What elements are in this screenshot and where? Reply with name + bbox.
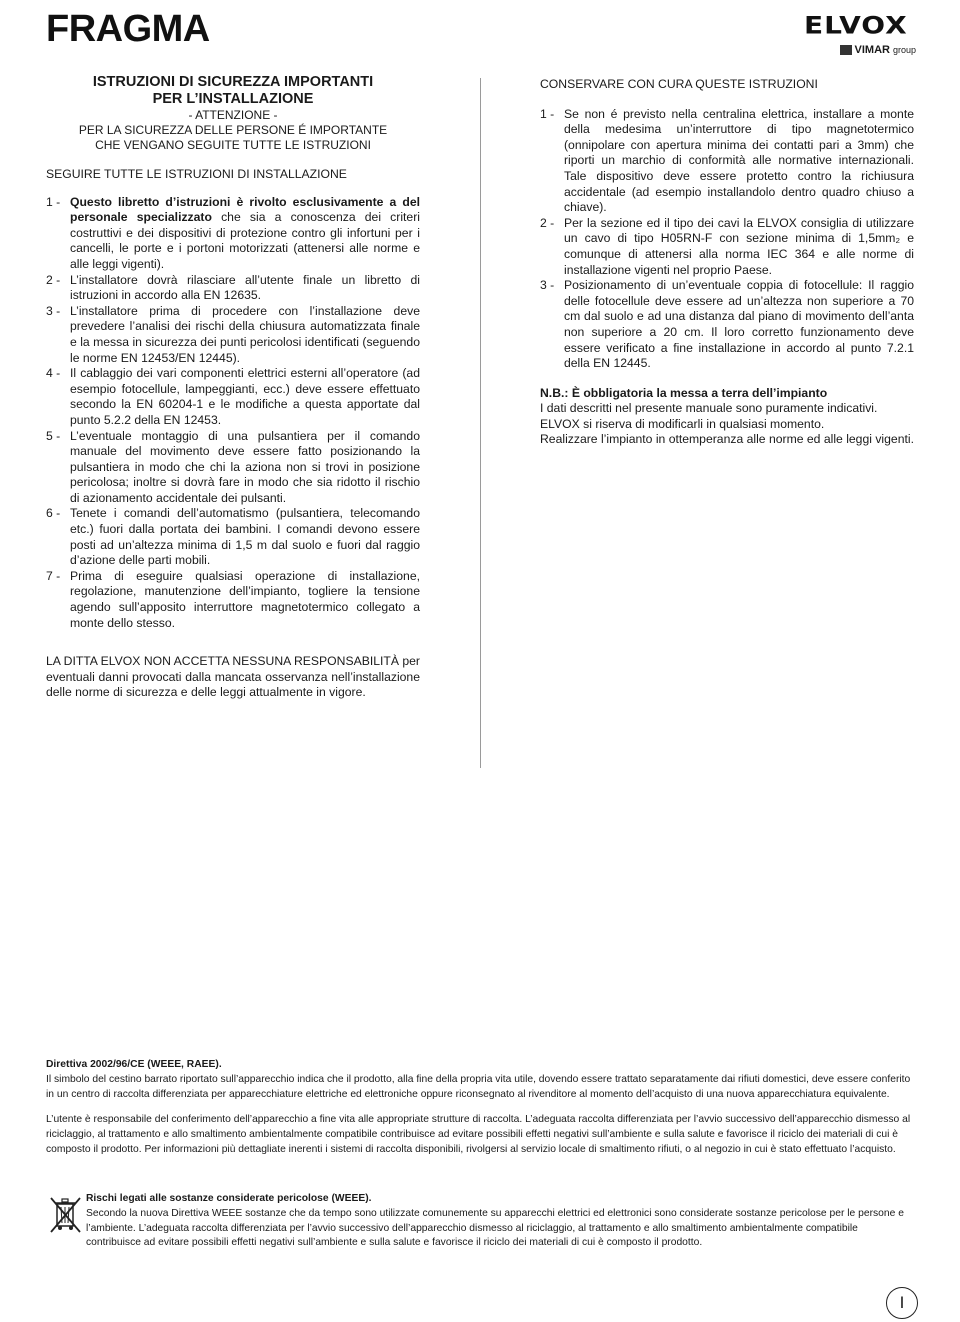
liability-disclaimer: LA DITTA ELVOX NON ACCETTA NESSUNA RESPONSABILITÀ per eventuali danni provocati dalla mancata osservanza nell’installazione delle norme di sicurezza e delle leggi attualmente in vigore. bbox=[46, 654, 420, 700]
elvox-logo bbox=[804, 11, 916, 60]
logo-group-text: group bbox=[892, 45, 916, 55]
nb-title: N.B.: È obbligatoria la messa a terra dell’impianto bbox=[540, 385, 828, 400]
item-text: Il cablaggio dei vari componenti elettrici esterni all’operatore (ad esempio fotocellule, lampeggianti, ecc.) deve essere effettuato secondo la EN 60204-1 e le modifiche a questa apportate dal punto 5.2.2 della EN 12453. bbox=[70, 366, 420, 427]
install-item-3 bbox=[540, 278, 914, 372]
hazardous-substances-note bbox=[46, 1192, 914, 1251]
weee-section bbox=[46, 1058, 914, 1169]
instruction-item-4 bbox=[46, 366, 420, 428]
nota-bene bbox=[540, 386, 914, 448]
weee-paragraph-2: L’utente è responsabile del conferimento dell’apparecchio a fine vita alle appropriate strutture di raccolta. L’adeguata raccolta differenziata per l’avvio successivo dell’apparecchio dismesso al riciclaggio, al trattamento e allo smaltimento ambientalmente compatibile contribuisce ad evitare possibili effetti negativi sull’ambiente e sulla salute e favorisce il riciclo dei materiali di cui è composto il prodotto. Per informazioni più dettagliate inerenti i sistemi di raccolta disponibili, rivolgersi al servizio locale di smaltimento rifiuti, o al negozio in cui è stato effettuato l’acquisto. bbox=[46, 1114, 911, 1155]
right-column bbox=[540, 77, 914, 448]
item-text bbox=[70, 195, 420, 273]
item-text: Posizionamento di un’eventuale coppia di fotocellule: Il raggio delle fotocellule deve essere ad un’altezza non superiore a 70 cm dal suolo e ad una distanza dal piano di movimento dell’anta non superiore a 20 cm. Il loro corretto funzionamento deve essere verificato a fine installazione in accordo al punto 7.2.1 della EN 12445. bbox=[564, 278, 914, 371]
item-number: 2 - bbox=[46, 272, 61, 287]
column-divider bbox=[480, 78, 481, 768]
item-number: 3 - bbox=[540, 278, 555, 293]
item-text: L’installatore dovrà rilasciare all’utente finale un libretto di istruzioni in accordo alla EN 12635. bbox=[70, 272, 420, 303]
item-text: L’eventuale montaggio di una pulsantiera per il comando manuale del movimento deve essere fatto posizionando la pulsantiera in modo che chi la aziona non si trovi in posizione pericolosa; inoltre si dovrà fare in modo che sia ridotto il rischio di azionamento accidentale dei pulsanti. bbox=[70, 428, 420, 505]
install-item-1 bbox=[540, 107, 914, 216]
instruction-item-7 bbox=[46, 569, 420, 631]
instruction-item-1 bbox=[46, 195, 420, 273]
logo-vimar-text: VIMAR bbox=[854, 44, 890, 56]
item-number: 2 - bbox=[540, 215, 555, 230]
instruction-item-5 bbox=[46, 429, 420, 507]
attention-label: - ATTENZIONE - bbox=[188, 108, 278, 122]
item-number: 7 - bbox=[46, 568, 61, 583]
instruction-item-2 bbox=[46, 273, 420, 304]
logo-wordmark: ELVOX bbox=[804, 11, 908, 40]
item-number: 3 - bbox=[46, 303, 61, 318]
weee-intro bbox=[46, 1058, 914, 1102]
risk-text-block bbox=[86, 1192, 914, 1251]
item-text: Tenete i comandi dell’automatismo (pulsantiera, telecomando etc.) fuori dalla portata dei bambini. I comandi devono essere posti ad un’altezza minima di 1,5 m dal suolo e fuori dal raggio d’azione delle parti mobili. bbox=[70, 506, 420, 568]
vimar-icon bbox=[840, 45, 852, 55]
item-text: Per la sezione ed il tipo dei cavi la ELVOX consiglia di utilizzare un cavo di tipo H05RN-F con sezione minima di 1,5mm₂ e comunque di attenersi alla norma IEC 364 e alle norme di installazione vigenti nel proprio Paese. bbox=[564, 215, 914, 277]
nb-line: I dati descritti nel presente manuale sono puramente indicativi. bbox=[540, 401, 878, 416]
item-text: Se non é previsto nella centralina elettrica, installare a monte della medesima un’interruttore di tipo magnetotermico (onnipolare con apertura minima dei contatti pari a 3mm) che riporti un marchio di conformità alle normative internazionali. Tale dispositivo deve essere protetto contro la richiusura accidentale (ad esempio installandolo dentro quadro chiuso a chiave). bbox=[564, 106, 914, 215]
item-number: 5 - bbox=[46, 428, 61, 443]
section-label: SEGUIRE TUTTE LE ISTRUZIONI DI INSTALLAZIONE bbox=[46, 167, 347, 181]
instruction-item-6 bbox=[46, 506, 420, 568]
item-rest-text: che sia a conoscenza dei criteri costruttivi e dei dispositivi di protezione contro gli infortuni per i cancelli, le porte e i portoni motorizzati (attenersi alle norme e alle leggi vigenti). bbox=[70, 210, 420, 271]
risk-body: Secondo la nuova Direttiva WEEE sostanze che da tempo sono utilizzate comunemente su apparecchi elettrici ed elettronici sono considerate sostanze pericolose per le persone e l’ambiente. L’adeguata raccolta differenziata per l’avvio successivo dell’apparecchio dismesso al riciclaggio, al trattamento e allo smaltimento ambientalmente compatibile contribuisce ad evitare possibili effetti negativi sull’ambiente e sulla salute e favorisce il riciclo dei materiali di cui è composto il prodotto. bbox=[86, 1207, 904, 1249]
page-marker: I bbox=[886, 1287, 918, 1319]
nb-line: ELVOX si riserva di modificarli in qualsiasi momento. bbox=[540, 416, 825, 431]
important-line1: PER LA SICUREZZA DELLE PERSONE É IMPORTANTE bbox=[78, 123, 388, 137]
page-title: FRAGMA bbox=[46, 8, 210, 50]
left-column bbox=[46, 74, 420, 631]
item-number: 1 - bbox=[540, 106, 555, 121]
safety-heading-line2: PER L’INSTALLAZIONE bbox=[152, 91, 314, 107]
instruction-item-3 bbox=[46, 304, 420, 366]
item-number: 1 - bbox=[46, 194, 61, 209]
nb-line: Realizzare l’impianto in ottemperanza alle norme ed alle leggi vigenti. bbox=[540, 432, 914, 447]
safety-heading-line1: ISTRUZIONI DI SICUREZZA IMPORTANTI bbox=[92, 74, 374, 90]
item-text: L’installatore prima di procedere con l’installazione deve prevedere l’analisi dei rischi della chiusura automatizzata finale e la messa in sicurezza dei punti pericolosi identificati (seguendo le norme EN 12453/EN 12445). bbox=[70, 303, 420, 365]
item-text: Prima di eseguire qualsiasi operazione di installazione, regolazione, manutenzione dell’impianto, togliere la tensione agendo sull’apposito interruttore magnetotermico collegato a monte dello stesso. bbox=[70, 568, 420, 630]
install-item-2 bbox=[540, 216, 914, 278]
weee-title: Direttiva 2002/96/CE (WEEE, RAEE). bbox=[46, 1059, 222, 1070]
item-number: 6 - bbox=[46, 506, 61, 521]
logo-subline bbox=[840, 44, 916, 56]
item-number: 4 - bbox=[46, 366, 61, 381]
risk-title: Rischi legati alle sostanze considerate pericolose (WEEE). bbox=[86, 1193, 372, 1204]
crossed-bin-icon bbox=[46, 1192, 86, 1238]
weee-paragraph-1: Il simbolo del cestino barrato riportato sull’apparecchio indica che il prodotto, alla fine della propria vita utile, dovendo essere trattato separatamente dai rifiuti domestici, deve essere conferito in un centro di raccolta differenziata per apparecchiature elettriche ed elettroniche oppure riconsegnato al rivenditore al momento dell’acquisto di una nuova apparecchiatura equivalente. bbox=[46, 1073, 911, 1100]
important-line2: CHE VENGANO SEGUITE TUTTE LE ISTRUZIONI bbox=[95, 138, 371, 152]
item-bold-text: Questo libretto d’istruzioni è rivolto esclusivamente a del personale specializzato bbox=[70, 194, 420, 225]
keep-instructions-heading: CONSERVARE CON CURA QUESTE ISTRUZIONI bbox=[540, 77, 818, 91]
